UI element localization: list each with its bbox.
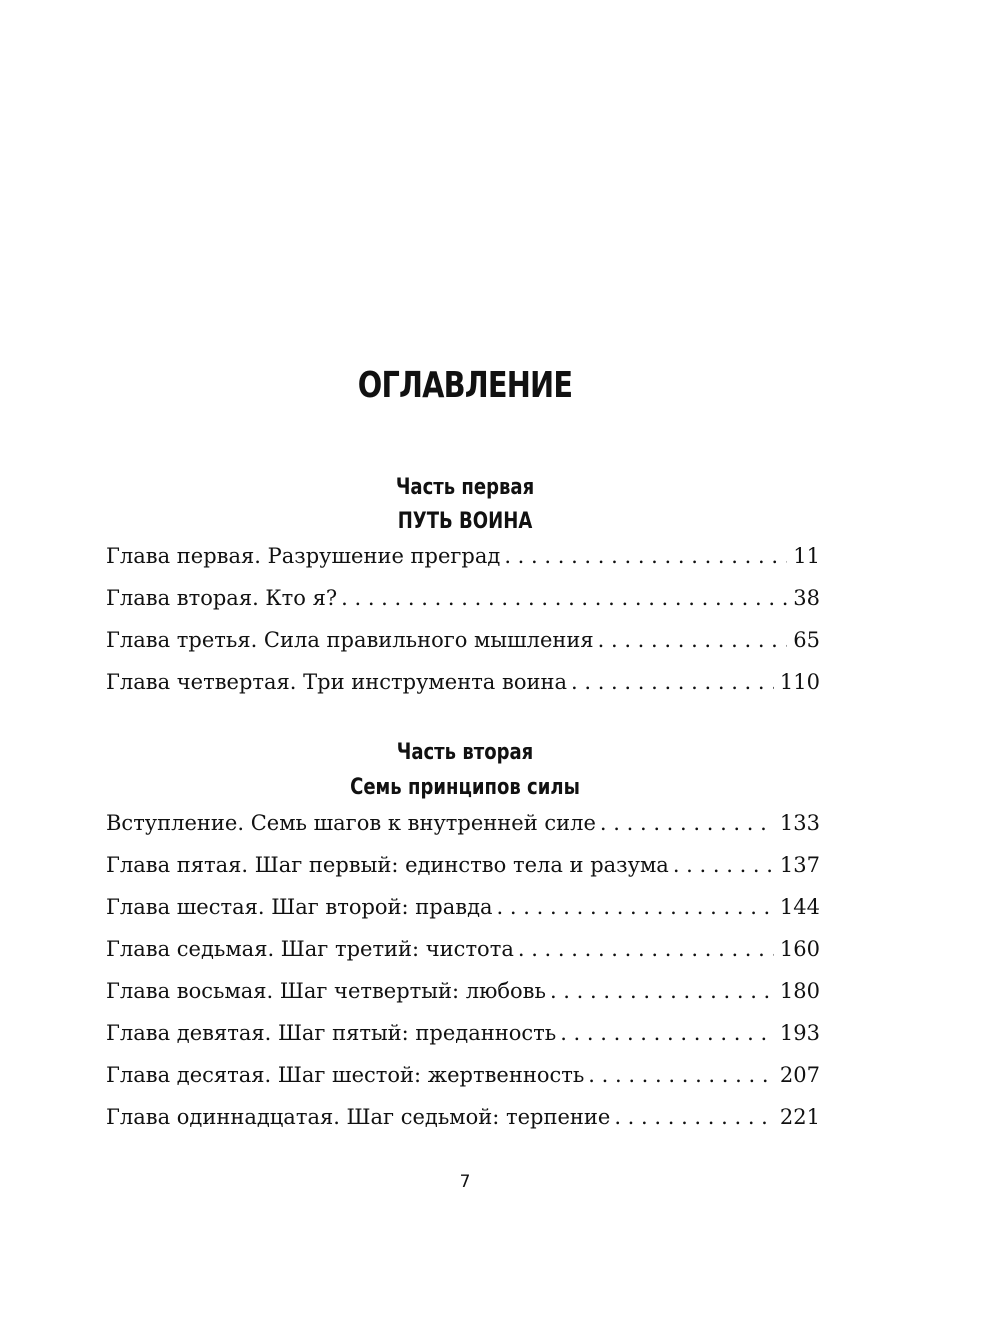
dot-leader xyxy=(341,586,787,610)
toc-entry-title: Глава четвертая. Три инструмента воина xyxy=(106,670,567,694)
toc-entry-title: Глава вторая. Кто я? xyxy=(106,586,338,610)
toc-entry[interactable] xyxy=(106,853,820,883)
toc-entry-page: 221 xyxy=(779,1105,820,1129)
dot-leader xyxy=(600,811,774,835)
dot-leader xyxy=(560,1021,774,1045)
toc-entry-title: Вступление. Семь шагов к внутренней силе xyxy=(106,811,596,835)
part-two-name: Семь принципов силы xyxy=(350,775,580,800)
toc-entry[interactable] xyxy=(106,979,820,1009)
toc-entry[interactable] xyxy=(106,811,820,841)
toc-entry-page: 207 xyxy=(779,1063,820,1087)
page-title: ОГЛАВЛЕНИЕ xyxy=(357,365,573,406)
toc-entry-title: Глава первая. Разрушение преград xyxy=(106,544,501,568)
toc-entry[interactable] xyxy=(106,1063,820,1093)
toc-entry-page: 110 xyxy=(779,670,820,694)
toc-entry[interactable] xyxy=(106,628,820,658)
dot-leader xyxy=(614,1105,774,1129)
toc-entry[interactable] xyxy=(106,586,820,616)
toc-entry-title: Глава десятая. Шаг шестой: жертвенность xyxy=(106,1063,585,1087)
toc-entry-page: 137 xyxy=(779,853,820,877)
part-two-label: Часть вторая xyxy=(396,740,534,765)
dot-leader xyxy=(598,628,788,652)
dot-leader xyxy=(518,937,774,961)
dot-leader xyxy=(550,979,774,1003)
page-number: 7 xyxy=(459,1172,471,1192)
toc-entry-page: 160 xyxy=(779,937,820,961)
toc-entry[interactable] xyxy=(106,1105,820,1135)
toc-entry-page: 11 xyxy=(793,544,820,568)
dot-leader xyxy=(588,1063,774,1087)
dot-leader xyxy=(504,544,787,568)
toc-entry-page: 144 xyxy=(779,895,820,919)
toc-entry[interactable] xyxy=(106,937,820,967)
dot-leader xyxy=(497,895,774,919)
toc-entry-page: 180 xyxy=(779,979,820,1003)
toc-entry-title: Глава восьмая. Шаг четвертый: любовь xyxy=(106,979,546,1003)
part-one-label: Часть первая xyxy=(395,475,535,500)
toc-entry[interactable] xyxy=(106,895,820,925)
toc-entry[interactable] xyxy=(106,670,820,700)
toc-entry-page: 193 xyxy=(779,1021,820,1045)
toc-entry-title: Глава шестая. Шаг второй: правда xyxy=(106,895,493,919)
dot-leader xyxy=(673,853,774,877)
part-one-name: ПУТЬ ВОИНА xyxy=(397,509,533,534)
toc-entry-title: Глава одиннадцатая. Шаг седьмой: терпение xyxy=(106,1105,611,1129)
toc-entry-title: Глава седьмая. Шаг третий: чистота xyxy=(106,937,514,961)
toc-entry-page: 38 xyxy=(793,586,820,610)
dot-leader xyxy=(571,670,774,694)
toc-entry-page: 65 xyxy=(793,628,820,652)
toc-entry-title: Глава третья. Сила правильного мышления xyxy=(106,628,594,652)
toc-entry[interactable] xyxy=(106,1021,820,1051)
toc-entry-title: Глава девятая. Шаг пятый: преданность xyxy=(106,1021,557,1045)
toc-entry-title: Глава пятая. Шаг первый: единство тела и разума xyxy=(106,853,669,877)
toc-entry-page: 133 xyxy=(779,811,820,835)
toc-entry[interactable] xyxy=(106,544,820,574)
